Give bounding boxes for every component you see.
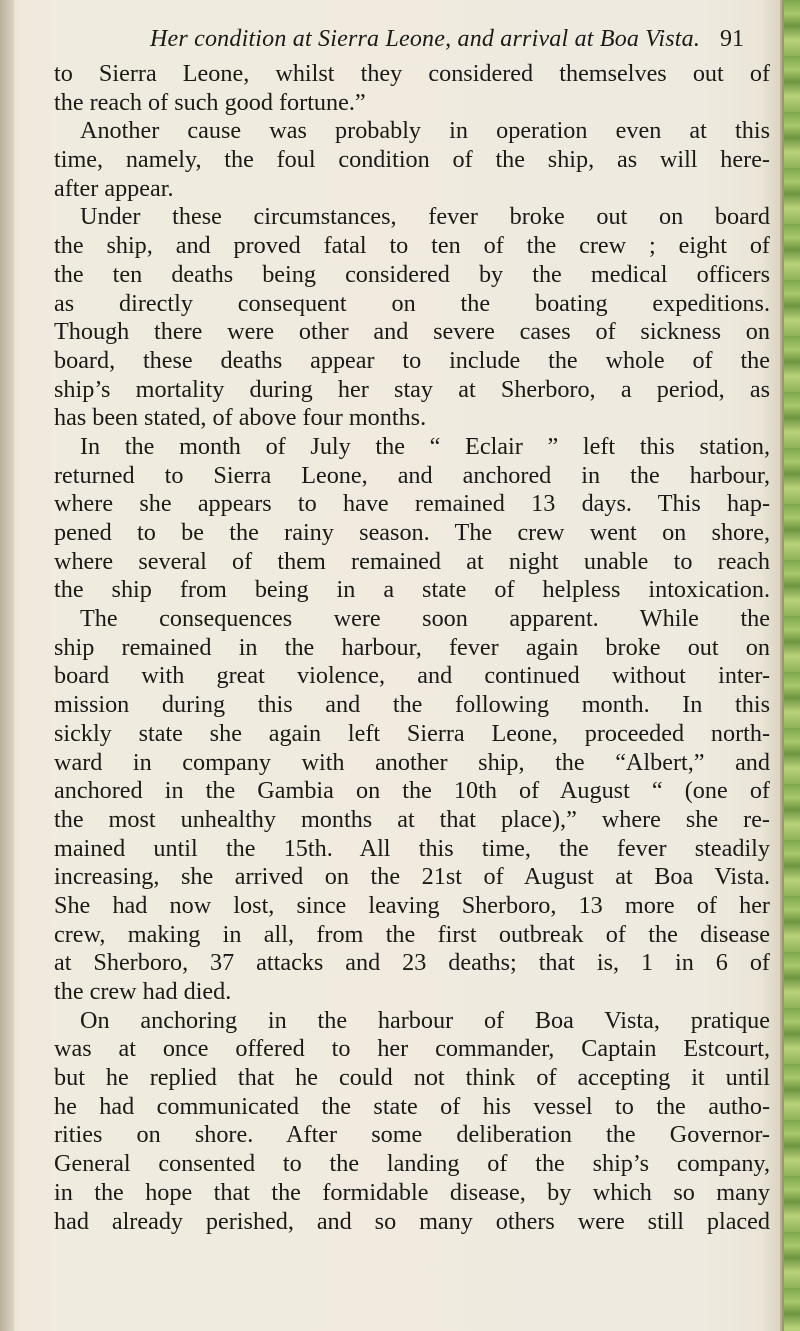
text-line: The consequences were soon apparent. While the	[80, 605, 770, 633]
text-line: was at once offered to her commander, Captain Estcourt,	[54, 1035, 770, 1063]
page-gutter-shadow	[0, 0, 14, 1331]
text-line: Another cause was probably in operation even at this	[80, 117, 770, 145]
text-line: the reach of such good fortune.”	[54, 88, 366, 116]
text-line: increasing, she arrived on the 21st of August at Boa Vista.	[54, 863, 770, 891]
running-head-title: Her condition at Sierra Leone, and arrival at Boa Vista.	[150, 26, 701, 52]
text-line: but he replied that he could not think of accepting it until	[54, 1064, 770, 1092]
text-line: had already perished, and so many others were still placed	[54, 1207, 770, 1235]
text-line: Though there were other and severe cases of sickness on	[54, 318, 770, 346]
text-line: after appear.	[54, 174, 174, 202]
text-line: to Sierra Leone, whilst they considered themselves out of	[54, 60, 770, 87]
text-line: Under these circumstances, fever broke out on board	[80, 203, 770, 231]
text-line: board, these deaths appear to include the whole of the	[54, 346, 770, 374]
page-number: 91	[720, 26, 744, 52]
text-line: General consented to the landing of the ship’s company,	[54, 1150, 770, 1178]
text-line: the most unhealthy months at that place),” where she re-	[54, 805, 770, 833]
text-line: ship’s mortality during her stay at Sherboro, a period, as	[54, 375, 770, 403]
text-line: pened to be the rainy season. The crew went on shore,	[54, 519, 770, 546]
text-line: at Sherboro, 37 attacks and 23 deaths; that is, 1 in 6 of	[54, 949, 770, 977]
text-line: In the month of July the “ Eclair ” left this station,	[80, 432, 770, 460]
text-line: sickly state she again left Sierra Leone, proceeded north-	[54, 719, 770, 747]
text-line: as directly consequent on the boating expeditions.	[54, 289, 770, 317]
text-line: time, namely, the foul condition of the ship, as will here-	[54, 146, 770, 174]
text-line: he had communicated the state of his vessel to the autho-	[54, 1092, 770, 1120]
text-line: On anchoring in the harbour of Boa Vista, pratique	[80, 1006, 770, 1034]
book-spine	[782, 0, 800, 1331]
text-line: She had now lost, since leaving Sherboro, 13 more of her	[54, 891, 770, 919]
text-line: returned to Sierra Leone, and anchored in the harbour,	[54, 461, 770, 489]
text-line: has been stated, of above four months.	[54, 404, 427, 432]
text-line: where several of them remained at night unable to reach	[54, 547, 770, 575]
text-line: board with great violence, and continued without inter-	[54, 662, 770, 690]
text-line: the ship from being in a state of helpless intoxication.	[54, 576, 770, 604]
text-line: in the hope that the formidable disease, by which so many	[54, 1178, 770, 1206]
text-line: ward in company with another ship, the “Albert,” and	[54, 748, 770, 776]
text-line: anchored in the Gambia on the 10th of August “ (one of	[54, 777, 770, 805]
text-line: crew, making in all, from the first outbreak of the disease	[54, 920, 770, 948]
text-line: the crew had died.	[54, 978, 232, 1005]
running-head	[0, 16, 770, 56]
text-line: the ship, and proved fatal to ten of the crew ; eight of	[54, 232, 770, 260]
text-line: ship remained in the harbour, fever again broke out on	[54, 633, 770, 661]
text-line: rities on shore. After some deliberation the Governor-	[54, 1121, 770, 1149]
text-line: the ten deaths being considered by the medical officers	[54, 260, 770, 288]
text-line: mission during this and the following month. In this	[54, 691, 770, 719]
text-line: mained until the 15th. All this time, the fever steadily	[54, 834, 770, 862]
body-text	[54, 60, 770, 1236]
text-line: where she appears to have remained 13 days. This hap-	[54, 490, 770, 518]
